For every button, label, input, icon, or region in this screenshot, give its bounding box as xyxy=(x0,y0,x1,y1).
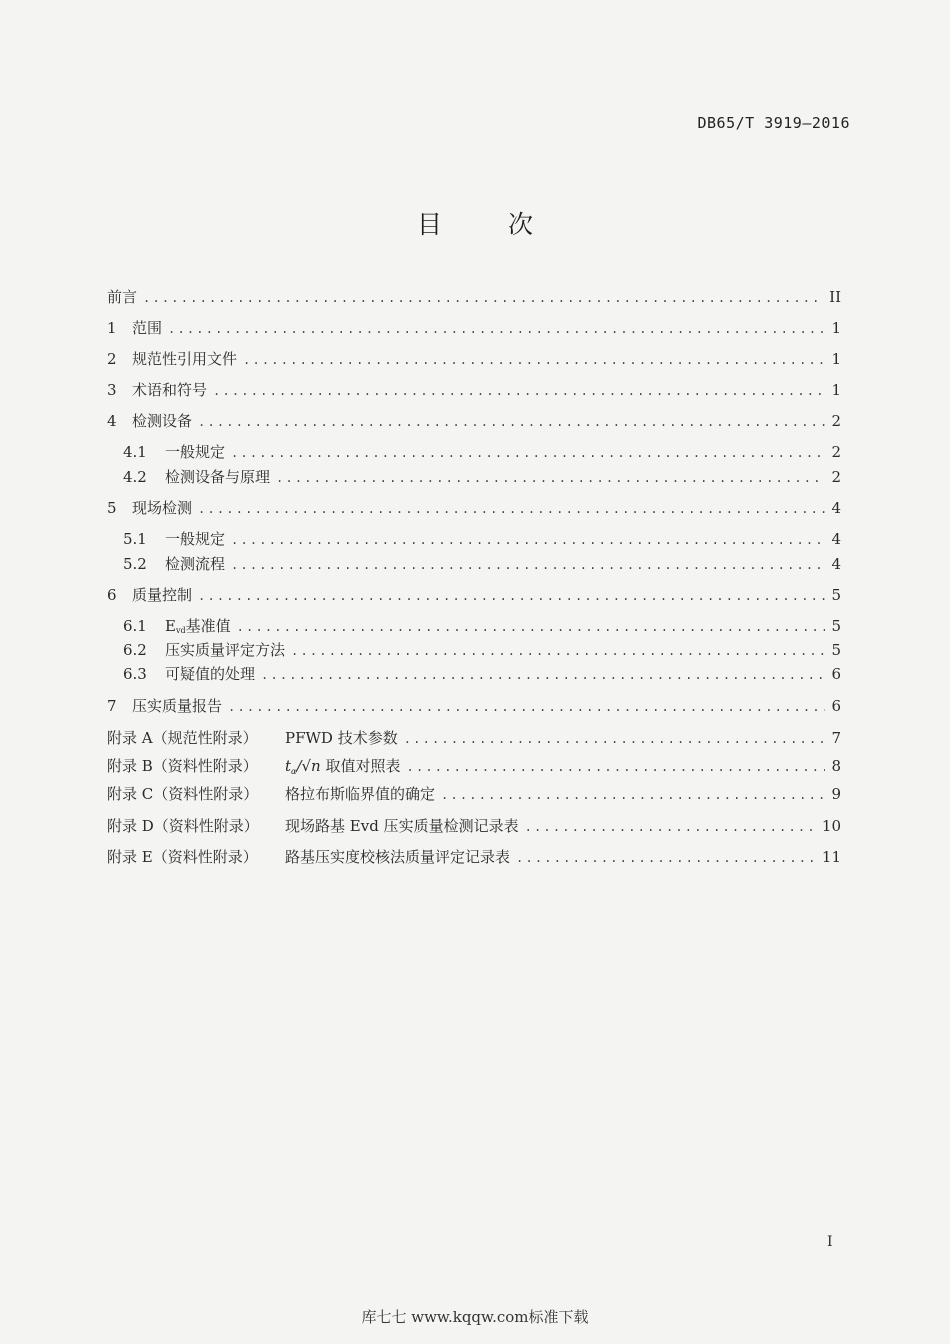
toc-leader-dots xyxy=(441,784,825,806)
toc-entry-section-4-2[interactable] xyxy=(107,466,841,488)
toc-entry-number: 3 xyxy=(107,381,117,399)
toc-entry-appendix-c[interactable] xyxy=(107,783,841,805)
toc-entry-page: 1 xyxy=(831,350,841,368)
toc-entry-page: 4 xyxy=(831,555,841,573)
toc-entry-page: 9 xyxy=(831,785,841,803)
page-title xyxy=(0,205,950,241)
toc-entry-number: 5.1 xyxy=(123,530,147,548)
toc-entry-appendix-a[interactable] xyxy=(107,727,841,749)
toc-entry-page: 2 xyxy=(831,412,841,430)
toc-entry-number: 4.2 xyxy=(123,468,147,486)
toc-leader-dots xyxy=(231,529,825,551)
toc-entry-label: 检测流程 xyxy=(165,555,226,573)
toc-entry-label: PFWD 技术参数 xyxy=(285,729,398,747)
toc-entry-label: 检测设备 xyxy=(132,412,193,430)
toc-entry-page: 5 xyxy=(831,641,841,659)
toc-entry-number: 6.2 xyxy=(123,641,147,659)
toc-entry-section-5-1[interactable] xyxy=(107,528,841,550)
toc-entry-label: 压实质量评定方法 xyxy=(165,641,286,659)
toc-entry-page: 2 xyxy=(831,468,841,486)
toc-entry-section-4[interactable] xyxy=(107,410,841,432)
toc-entry-section-4-1[interactable] xyxy=(107,441,841,463)
toc-entry-page: 1 xyxy=(831,319,841,337)
toc-entry-section-6[interactable] xyxy=(107,584,841,606)
document-code: DB65/T 3919—2016 xyxy=(697,114,850,132)
toc-appendix-prefix: 附录 E（资料性附录） xyxy=(107,848,258,866)
toc-entry-appendix-d[interactable] xyxy=(107,815,841,837)
toc-entry-page: 6 xyxy=(831,665,841,683)
toc-entry-number: 1 xyxy=(107,319,117,337)
toc-entry-number: 6 xyxy=(107,586,117,604)
toc-entry-section-7[interactable] xyxy=(107,695,841,717)
toc-entry-section-1[interactable] xyxy=(107,317,841,339)
toc-entry-label: 现场检测 xyxy=(132,499,193,517)
toc-entry-number: 6.1 xyxy=(123,617,147,635)
toc-appendix-prefix: 附录 B（资料性附录） xyxy=(107,757,258,775)
toc-entry-label: 一般规定 xyxy=(165,443,226,461)
toc-leader-dots xyxy=(404,728,825,750)
toc-leader-dots xyxy=(228,696,825,718)
toc-entry-page: 2 xyxy=(831,443,841,461)
toc-leader-dots xyxy=(231,442,825,464)
toc-leader-dots xyxy=(516,847,816,869)
toc-entry-label: 检测设备与原理 xyxy=(165,468,271,486)
toc-entry-page: 5 xyxy=(831,617,841,635)
toc-entry-foreword[interactable] xyxy=(107,286,841,308)
toc-entry-section-5-2[interactable] xyxy=(107,553,841,575)
toc-leader-dots xyxy=(198,585,825,607)
formula-t: t xyxy=(285,757,292,775)
toc-entry-number: 4 xyxy=(107,412,117,430)
toc-entry-label: 一般规定 xyxy=(165,530,226,548)
toc-entry-page: 4 xyxy=(831,530,841,548)
toc-entry-page: 11 xyxy=(821,848,841,866)
toc-entry-label: 现场路基 Evd 压实质量检测记录表 xyxy=(285,817,519,835)
page-title-char-2: 次 xyxy=(508,210,534,239)
toc-leader-dots xyxy=(198,411,825,433)
toc-entry-section-6-2[interactable] xyxy=(107,639,841,661)
toc-entry-number: 6.3 xyxy=(123,665,147,683)
toc-entry-page: 5 xyxy=(831,586,841,604)
toc-entry-label: 质量控制 xyxy=(132,586,193,604)
page-number: I xyxy=(827,1234,833,1250)
toc-entry-appendix-e[interactable] xyxy=(107,846,841,868)
toc-entry-label: 压实质量报告 xyxy=(132,697,223,715)
toc-entry-section-6-3[interactable] xyxy=(107,663,841,685)
toc-entry-section-2[interactable] xyxy=(107,348,841,370)
toc-entry-label: 术语和符号 xyxy=(132,381,208,399)
toc-entry-page: 8 xyxy=(831,757,841,775)
toc-entry-section-6-1[interactable] xyxy=(107,615,841,637)
toc-entry-label: 前言 xyxy=(107,288,138,306)
toc-entry-number: 4.1 xyxy=(123,443,147,461)
toc-entry-number: 5 xyxy=(107,499,117,517)
toc-appendix-prefix: 附录 A（规范性附录） xyxy=(107,729,258,747)
evd-symbol: E xyxy=(165,617,176,635)
toc-leader-dots xyxy=(213,380,825,402)
toc-appendix-prefix: 附录 C（资料性附录） xyxy=(107,785,259,803)
toc-entry-page: 1 xyxy=(831,381,841,399)
toc-entry-appendix-b[interactable] xyxy=(107,755,841,777)
toc-entry-section-3[interactable] xyxy=(107,379,841,401)
toc-entry-label xyxy=(165,615,231,642)
toc-appendix-prefix: 附录 D（资料性附录） xyxy=(107,817,259,835)
toc-entry-number: 7 xyxy=(107,697,117,715)
toc-entry-page: 4 xyxy=(831,499,841,517)
toc-leader-dots xyxy=(525,816,816,838)
toc-leader-dots xyxy=(168,318,825,340)
formula-label: 取值对照表 xyxy=(325,757,401,775)
toc-leader-dots xyxy=(198,498,825,520)
toc-leader-dots xyxy=(291,640,825,662)
toc-leader-dots xyxy=(243,349,825,371)
toc-entry-page: 10 xyxy=(821,817,841,835)
toc-leader-dots xyxy=(276,467,825,489)
toc-entry-label: 路基压实度校核法质量评定记录表 xyxy=(285,848,511,866)
toc-entry-label xyxy=(285,755,401,783)
formula-alpha: α xyxy=(291,767,297,776)
toc-entry-page: 7 xyxy=(831,729,841,747)
toc-entry-number: 5.2 xyxy=(123,555,147,573)
toc-entry-label: 范围 xyxy=(132,319,163,337)
page-title-char-1: 目 xyxy=(416,210,442,239)
toc-leader-dots xyxy=(237,616,825,638)
toc-entry-page: II xyxy=(829,288,841,306)
toc-leader-dots xyxy=(143,287,823,309)
watermark-text: 库七七 www.kqqw.com标准下载 xyxy=(361,1308,589,1326)
evd-subscript: vd xyxy=(175,626,186,635)
formula-sqrt-n: /√n xyxy=(296,757,321,775)
toc-leader-dots xyxy=(261,664,825,686)
evd-label-rest: 基准值 xyxy=(185,617,231,635)
toc-entry-label: 格拉布斯临界值的确定 xyxy=(285,785,436,803)
toc-leader-dots xyxy=(231,554,825,576)
toc-entry-section-5[interactable] xyxy=(107,497,841,519)
toc-leader-dots xyxy=(407,756,825,778)
toc-entry-label: 规范性引用文件 xyxy=(132,350,238,368)
toc-entry-label: 可疑值的处理 xyxy=(165,665,256,683)
toc-entry-number: 2 xyxy=(107,350,117,368)
toc-entry-page: 6 xyxy=(831,697,841,715)
